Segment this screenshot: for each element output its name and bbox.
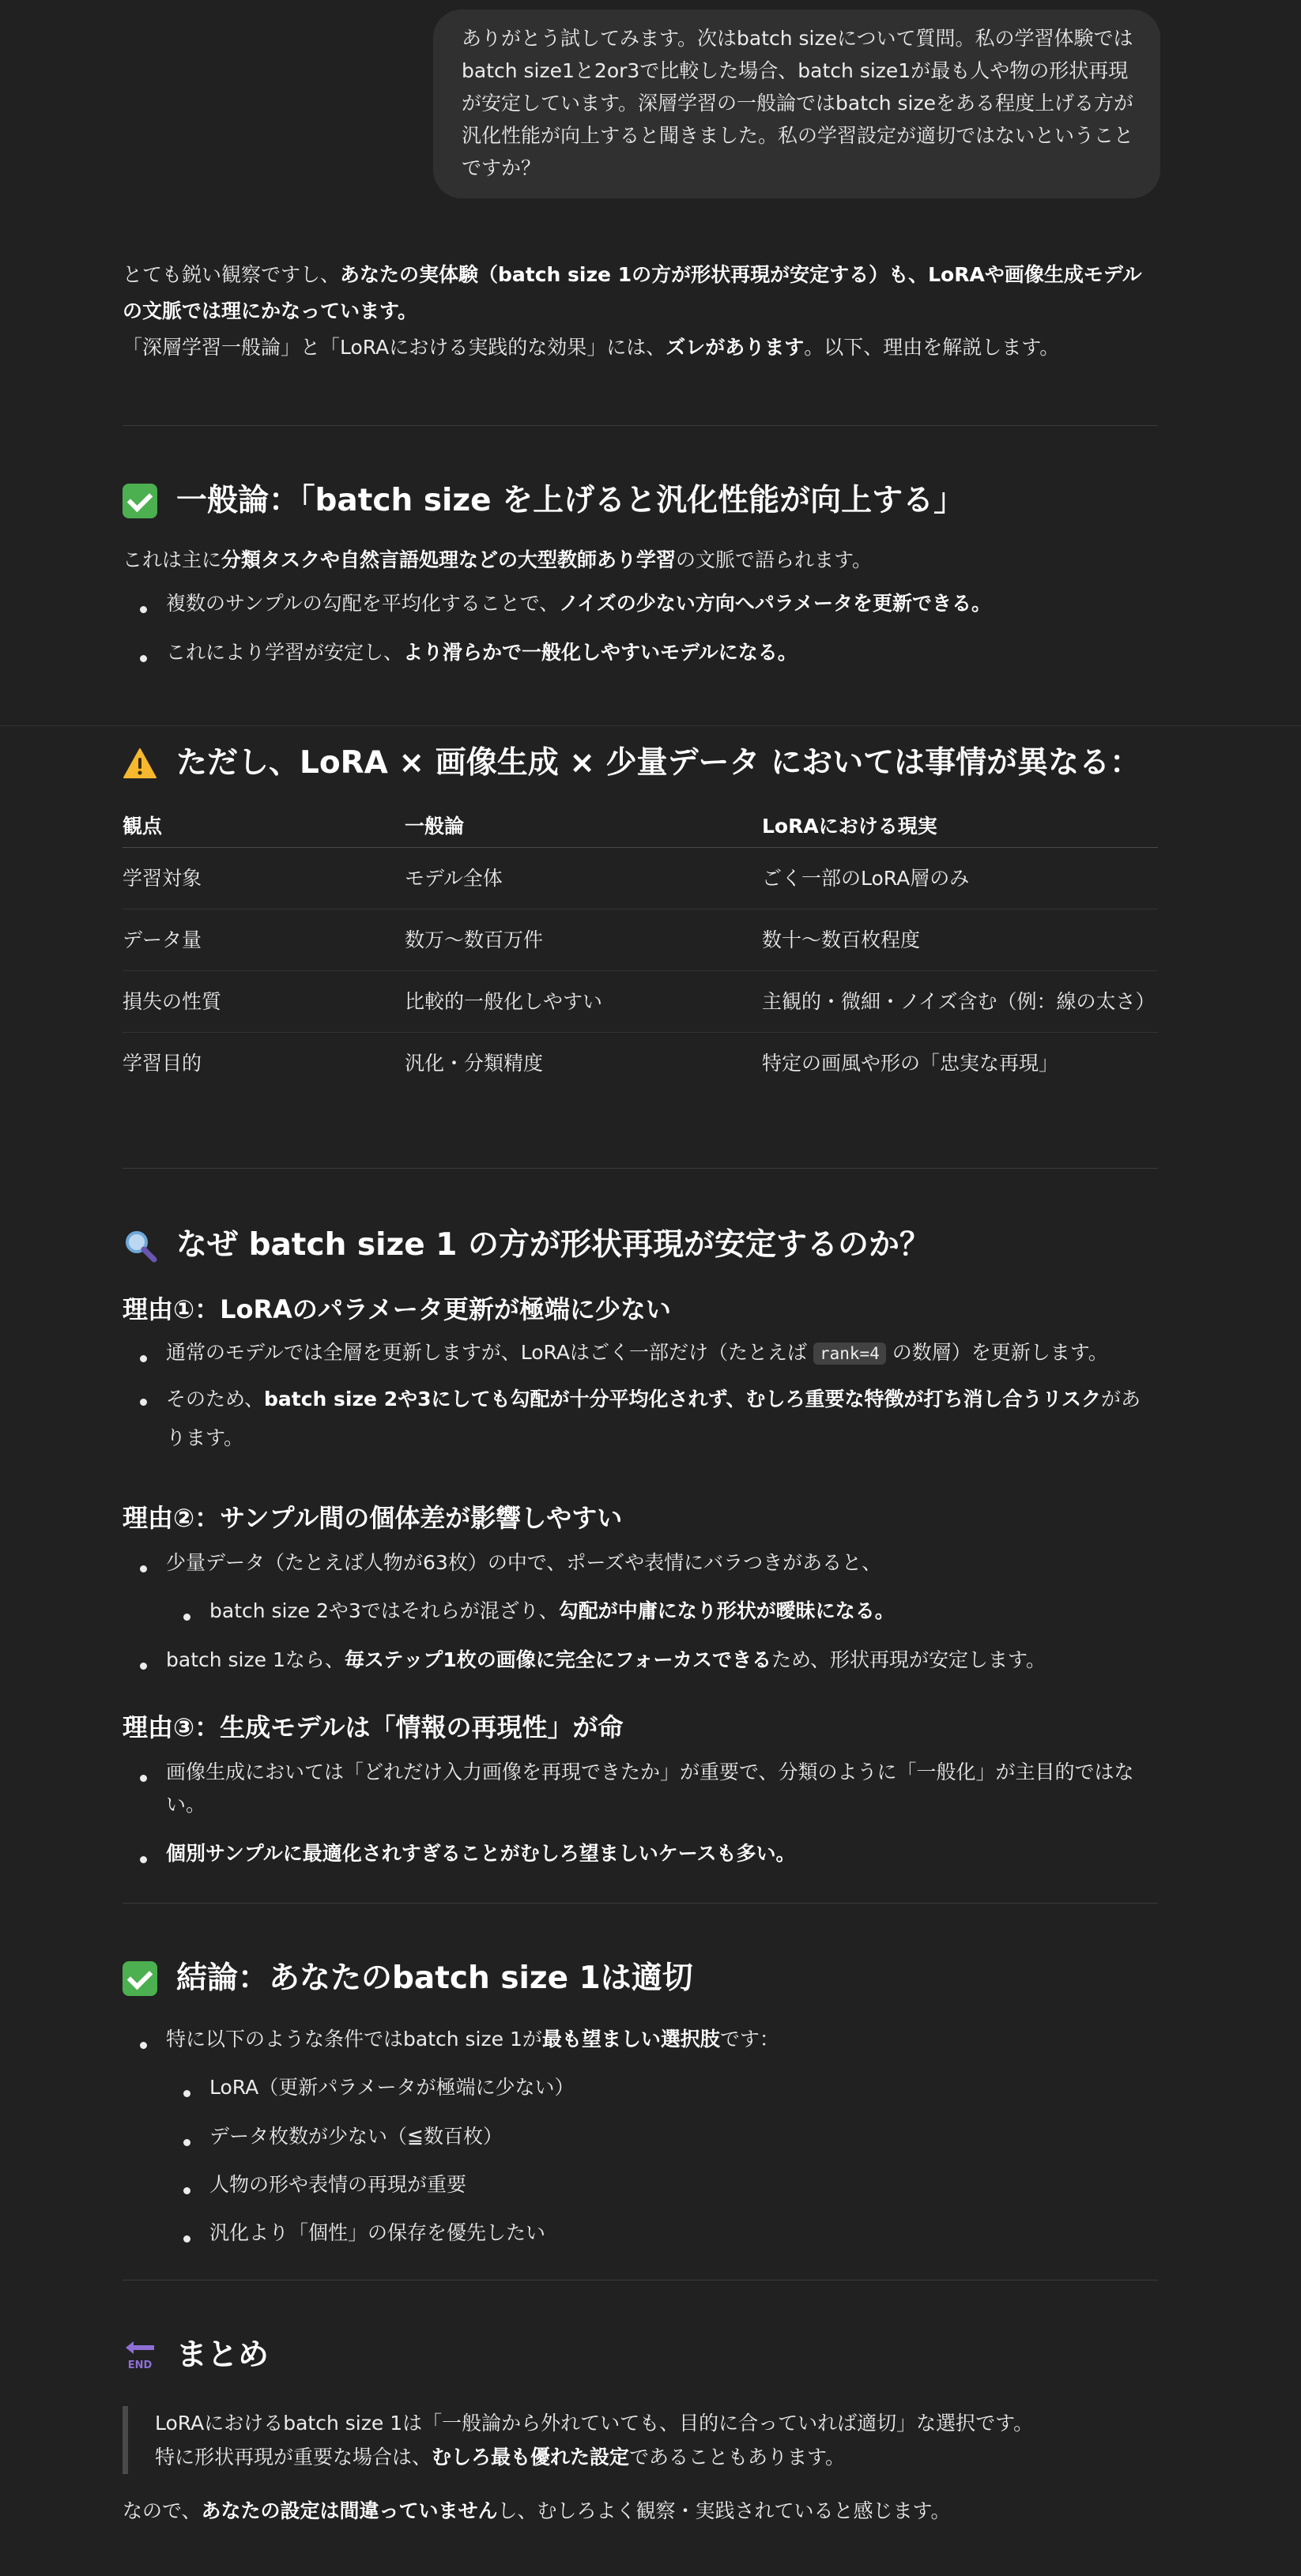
table-row	[123, 910, 1158, 971]
section-1-heading	[123, 479, 1158, 523]
table-cell: モデル全体	[405, 848, 762, 910]
final-post: し、むしろよく観察・実践されていると感じます。	[497, 2499, 951, 2522]
table-cell: 学習対象	[123, 848, 405, 910]
user-message-bubble	[433, 9, 1160, 198]
table-row	[123, 971, 1158, 1033]
r1-b2-pre: そのため、	[166, 1388, 265, 1411]
q2-bold: むしろ最も優れた設定	[432, 2446, 630, 2469]
list-item: 人物の形や表情の再現が重要	[123, 2168, 1158, 2201]
section-2-heading	[123, 741, 1158, 785]
r3-b2-bold: 個別サンプルに最適化されすぎることがむしろ望ましいケースも多い。	[166, 1841, 796, 1865]
divider	[0, 725, 1301, 726]
section-1-paragraph	[123, 544, 1158, 576]
table-row	[123, 848, 1158, 910]
r2-b1: 少量データ（たとえば人物が63枚）の中で、ポーズや表情にバラつきがあると、	[166, 1551, 882, 1574]
comparison-table	[123, 806, 1158, 1094]
reason-3	[123, 1708, 1158, 1870]
r1-b1-post: の数層）を更新します。	[885, 1341, 1108, 1364]
reason-2-sublist	[123, 1595, 1158, 1627]
final-bold: あなたの設定は間違っていません	[201, 2499, 498, 2522]
list-item	[123, 1336, 1158, 1369]
r1-b2-post: があります。	[166, 1388, 1141, 1450]
inline-code: rank=4	[813, 1343, 886, 1365]
s1-p-bold: 分類タスクや自然言語処理などの大型教師あり学習	[221, 548, 677, 571]
final-paragraph	[123, 2495, 1158, 2527]
reason-1	[123, 1290, 1158, 1457]
divider	[123, 1903, 1158, 1904]
reason-3-list	[123, 1756, 1158, 1870]
check-mark-icon	[123, 484, 157, 518]
section-lora-difference	[123, 741, 1158, 785]
section-2-heading-text: ただし、LoRA × 画像生成 × 少量データ においては事情が異なる：	[176, 745, 1141, 781]
section-general-theory	[123, 479, 1158, 523]
section-4-body	[123, 2023, 1158, 2249]
s4-b1-pre: 特に以下のような条件ではbatch size 1が	[166, 2028, 542, 2051]
reason-2-title: 理由②：サンプル間の個体差が影響しやすい	[123, 1503, 623, 1533]
list-item	[123, 587, 1158, 620]
assistant-intro	[123, 257, 1158, 366]
list-item: 汎化より「個性」の保存を優先したい	[123, 2216, 1158, 2249]
svg-text:END: END	[127, 2359, 153, 2371]
intro-line-1-text: とても鋭い観察ですし、	[123, 263, 341, 286]
r1-b1-pre: 通常のモデルでは全層を更新しますが、LoRAはごく一部だけ（たとえば	[166, 1341, 813, 1364]
summary-quote-wrap	[123, 2406, 1158, 2474]
divider	[123, 1168, 1158, 1169]
list-item	[123, 1595, 1158, 1627]
reason-2-list-cont	[123, 1644, 1158, 1676]
intro-line-2	[123, 330, 1158, 366]
final-pre: なので、	[123, 2499, 202, 2522]
quote-line-1: LoRAにおけるbatch size 1は「一般論から外れていても、目的に合っていれば適切」な選択です。	[155, 2412, 1034, 2435]
reason-2	[123, 1499, 1158, 1676]
r2-b2-bold: 毎ステップ1枚の画像に完全にフォーカスできる	[344, 1648, 772, 1671]
section-3-heading	[123, 1223, 1158, 1267]
list-item	[123, 1380, 1158, 1457]
s1-b1-pre: 複数のサンプルの勾配を平均化することで、	[166, 592, 560, 616]
table-cell: 比較的一般化しやすい	[405, 971, 762, 1033]
s4-b1-post: です：	[719, 2028, 779, 2051]
s1-b2-pre: これにより学習が安定し、	[166, 640, 404, 664]
table-cell: 特定の画風や形の「忠実な再現」	[762, 1051, 1059, 1075]
intro-line-2-post: 。以下、理由を解説します。	[804, 336, 1060, 359]
s1-p-post: の文脈で語られます。	[676, 548, 873, 571]
end-arrow-icon	[123, 2338, 157, 2373]
section-conclusion	[123, 1956, 1158, 2001]
table-cell: 数十〜数百枚程度	[762, 910, 1158, 971]
q2-post: であることもあります。	[629, 2446, 846, 2469]
s1-p-pre: これは主に	[123, 548, 222, 571]
list-item	[123, 1644, 1158, 1676]
table-cell: 主観的・微細・ノイズ含む（例：線の太さ）	[762, 971, 1158, 1033]
list-item	[123, 2023, 1158, 2055]
user-message-text: ありがとう試してみます。次はbatch sizeについて質問。私の学習体験ではbatch size1と2or3で比較した場合、batch size1が最も人や物の形状再現が安定しています。深層学習の一般論ではbatch sizeをある程度上げる方が汎化性能が向上すると聞きました。私の学習設定が適切ではないということですか？	[462, 27, 1134, 179]
s1-b1-bold: ノイズの少ない方向へパラメータを更新できる。	[559, 592, 992, 616]
comparison-table-wrap	[123, 806, 1158, 1094]
reason-2-list	[123, 1546, 1158, 1579]
list-item	[123, 636, 1158, 668]
intro-line-1	[123, 257, 1158, 330]
table-header-cell: 観点	[123, 806, 405, 848]
intro-line-2-bold: ズレがあります	[666, 336, 805, 359]
section-1-body	[123, 544, 1158, 668]
section-4-list	[123, 2023, 1158, 2055]
s1-b2-bold: より滑らかで一般化しやすいモデルになる。	[403, 640, 798, 664]
quote-line-2	[155, 2440, 1158, 2474]
section-4-heading	[123, 1956, 1158, 2001]
list-item: LoRA（更新パラメータが極端に少ない）	[123, 2071, 1158, 2103]
r2-b2-pre: batch size 1なら、	[166, 1648, 345, 1671]
s4-b1-bold: 最も望ましい選択肢	[541, 2028, 720, 2051]
table-cell: 学習目的	[123, 1051, 202, 1075]
r2-sub-pre: batch size 2や3ではそれらが混ざり、	[209, 1599, 559, 1623]
table-header-cell: LoRAにおける現実	[762, 806, 1158, 848]
section-3-heading-text: なぜ batch size 1 の方が形状再現が安定するのか？	[176, 1227, 930, 1263]
section-why-batch-1	[123, 1223, 1158, 1267]
intro-line-2-text: 「深層学習一般論」と「LoRAにおける実践的な効果」には、	[123, 336, 666, 359]
q2-pre: 特に形状再現が重要な場合は、	[155, 2446, 432, 2469]
table-cell: データ量	[123, 910, 405, 971]
table-cell: ごく一部のLoRA層のみ	[762, 848, 1158, 910]
divider	[123, 425, 1158, 426]
section-5-heading-text: まとめ	[176, 2337, 270, 2373]
warning-icon	[123, 746, 157, 781]
list-item	[123, 1837, 1158, 1870]
list-item	[123, 1756, 1158, 1821]
list-item: データ枚数が少ない（≦数百枚）	[123, 2120, 1158, 2152]
r3-b1: 画像生成においては「どれだけ入力画像を再現できたか」が重要で、分類のように「一般化」が主目的ではない。	[166, 1761, 1134, 1817]
reason-3-title: 理由③：生成モデルは「情報の再現性」が命	[123, 1712, 624, 1742]
section-summary	[123, 2333, 1158, 2378]
section-1-heading-text: 一般論：「batch size を上げると汎化性能が向上する」	[176, 483, 965, 518]
reason-1-title: 理由①：LoRAのパラメータ更新が極端に少ない	[123, 1294, 671, 1324]
reason-1-list	[123, 1336, 1158, 1457]
table-header-row	[123, 806, 1158, 848]
summary-quote	[123, 2406, 1158, 2474]
table-cell: 数万〜数百万件	[405, 910, 762, 971]
magnifying-glass-icon	[123, 1228, 157, 1263]
section-1-list	[123, 587, 1158, 668]
table-cell: 汎化・分類精度	[405, 1051, 544, 1075]
section-4-sublist	[123, 2071, 1158, 2249]
section-4-heading-text: 結論：あなたのbatch size 1は適切	[176, 1960, 693, 1996]
r1-b2-bold: batch size 2や3にしても勾配が十分平均化されず、むしろ重要な特徴が打ち消し合うリスク	[264, 1388, 1102, 1411]
table-header-cell: 一般論	[405, 806, 762, 848]
check-mark-icon	[123, 1961, 157, 1996]
table-cell: 損失の性質	[123, 971, 405, 1033]
r2-sub-bold: 勾配が中庸になり形状が曖昧になる。	[558, 1599, 895, 1623]
list-item	[123, 1546, 1158, 1579]
table-row	[123, 1033, 1158, 1094]
intro-line-1-bold: あなたの実体験（batch size 1の方が形状再現が安定する）も、LoRAや画像生成モデルの文脈では理にかなっています。	[123, 263, 1142, 322]
final-statement	[123, 2495, 1158, 2527]
r2-b2-post: ため、形状再現が安定します。	[771, 1648, 1046, 1671]
section-5-heading	[123, 2333, 1158, 2378]
